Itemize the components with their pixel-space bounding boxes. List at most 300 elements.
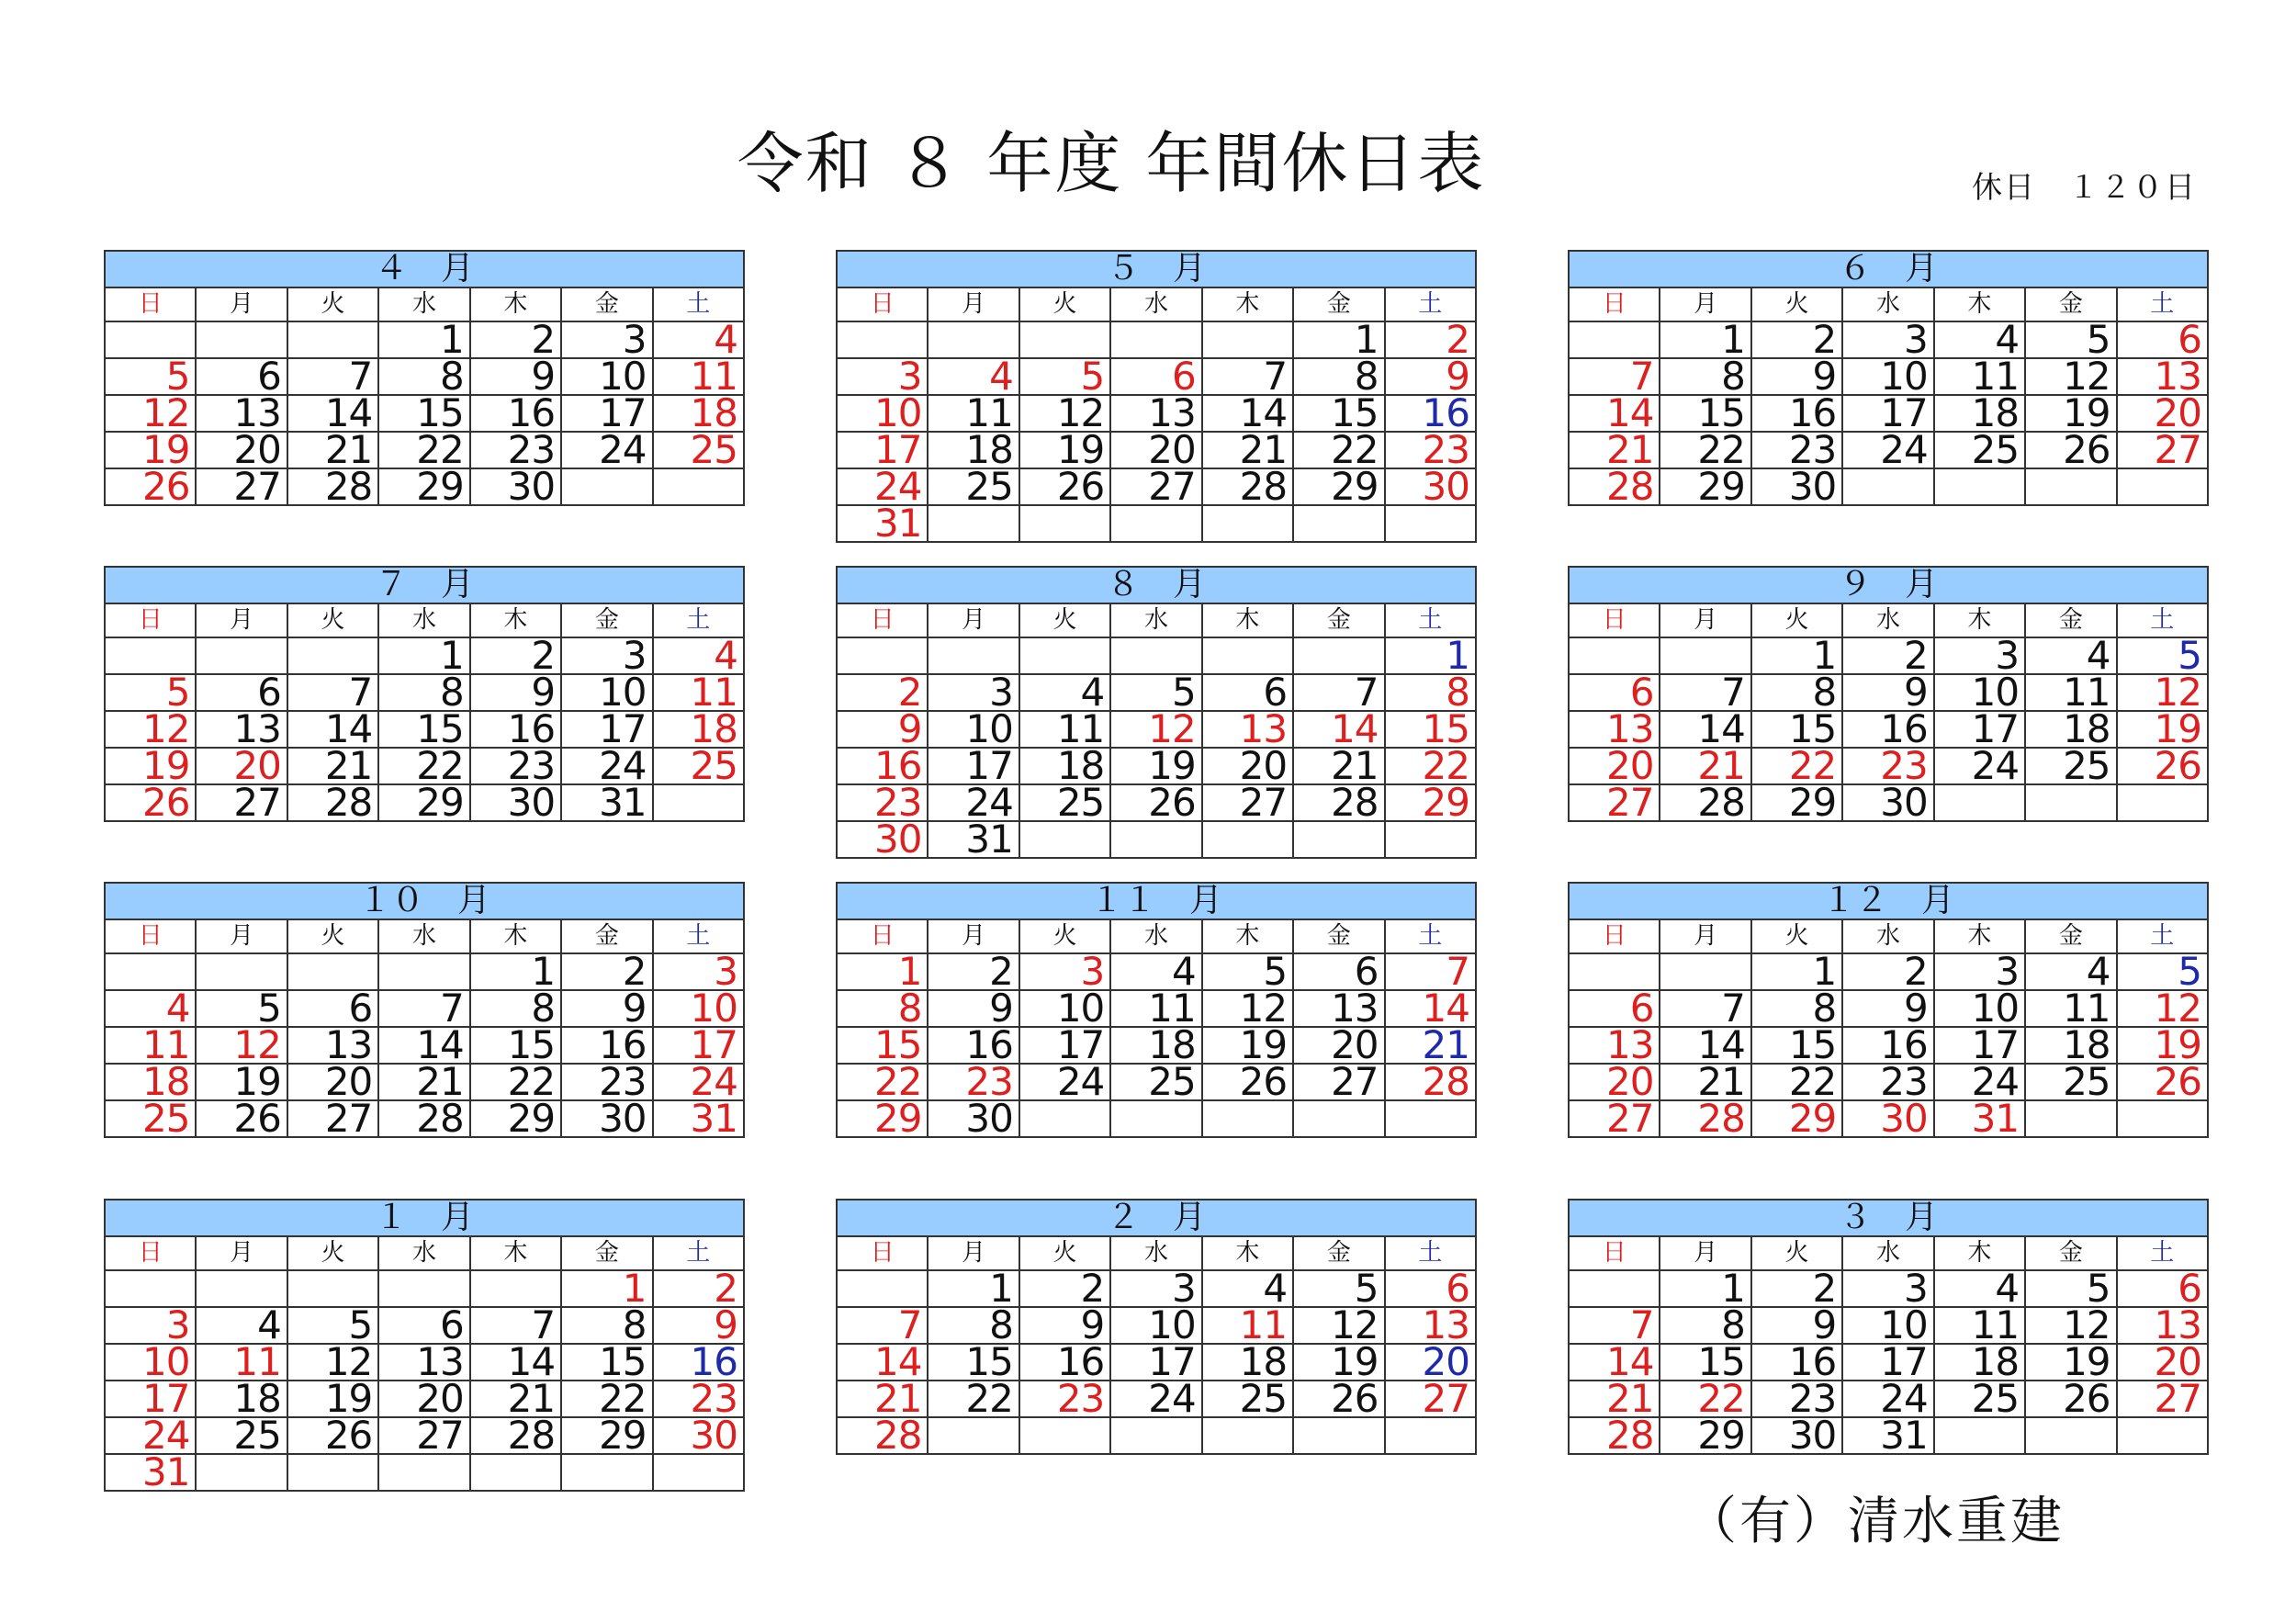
weekday-label: 土 [1385,287,1476,321]
weekday-label: 金 [561,919,652,953]
day-cell: 17 [1110,1344,1201,1381]
day-cell: 27 [1569,1100,1660,1137]
day-cell: 24 [1842,1381,1933,1417]
day-cell: 8 [1751,990,1842,1027]
weekday-label: 日 [837,919,928,953]
day-cell [2117,1417,2208,1454]
day-cell [1385,505,1476,542]
day-cell: 4 [105,990,196,1027]
day-cell: 13 [287,1027,378,1064]
day-cell: 5 [2025,321,2116,358]
day-cell: 14 [837,1344,928,1381]
week-row [837,321,1476,358]
day-cell: 3 [105,1307,196,1344]
day-cell [1660,637,1750,674]
week-row [1569,1027,2208,1064]
weekday-label: 金 [561,603,652,637]
day-cell: 9 [561,990,652,1027]
day-cell: 27 [1293,1064,1384,1100]
day-cell: 14 [378,1027,469,1064]
day-cell: 25 [2025,1064,2116,1100]
day-cell: 3 [1019,953,1110,990]
day-cell: 9 [1842,990,1933,1027]
day-cell [928,637,1019,674]
day-cell [1110,1417,1201,1454]
day-cell [1202,321,1293,358]
weekday-label: 木 [1202,1236,1293,1270]
week-row [105,990,744,1027]
day-cell [470,1454,561,1491]
month-header [105,251,744,287]
day-cell [1293,1100,1384,1137]
day-cell: 2 [470,637,561,674]
day-cell: 7 [1202,358,1293,395]
month-calendar [836,250,1477,546]
day-cell: 25 [2025,748,2116,784]
day-cell: 19 [2117,1027,2208,1064]
day-cell: 4 [1934,321,2025,358]
day-cell: 22 [378,432,469,468]
day-cell: 23 [1842,1064,1933,1100]
day-cell [287,953,378,990]
day-cell: 1 [470,953,561,990]
weekday-header [1569,287,2208,321]
day-cell: 19 [2025,1344,2116,1381]
day-cell: 18 [1110,1027,1201,1064]
week-row [837,990,1476,1027]
day-cell: 13 [1569,1027,1660,1064]
day-cell: 15 [1751,1027,1842,1064]
day-cell: 2 [837,674,928,711]
weekday-label: 日 [1569,603,1660,637]
weekday-label: 土 [1385,603,1476,637]
day-cell: 1 [1660,321,1750,358]
day-cell: 21 [1293,748,1384,784]
day-cell [2025,468,2116,505]
weekday-label: 金 [1293,287,1384,321]
day-cell: 2 [1842,953,1933,990]
week-row [105,1344,744,1381]
week-row [837,1344,1476,1381]
day-cell [1202,1417,1293,1454]
weekday-label: 火 [287,287,378,321]
day-cell: 21 [470,1381,561,1417]
weekday-label: 月 [928,603,1019,637]
day-cell: 22 [928,1381,1019,1417]
day-cell: 31 [837,505,928,542]
month-header [1569,251,2208,287]
day-cell: 31 [1934,1100,2025,1137]
day-cell: 20 [1110,432,1201,468]
day-cell: 7 [287,358,378,395]
day-cell [287,321,378,358]
month-title: １２ 月 [1569,883,2208,919]
weekday-label: 火 [1751,603,1842,637]
day-cell: 1 [1293,321,1384,358]
week-row [837,953,1476,990]
day-cell: 10 [561,674,652,711]
day-cell: 20 [2117,395,2208,432]
day-cell: 12 [1293,1307,1384,1344]
day-cell [1110,321,1201,358]
day-cell: 16 [1019,1344,1110,1381]
week-row [837,821,1476,858]
day-cell: 11 [653,358,744,395]
day-cell: 6 [1293,953,1384,990]
day-cell: 27 [1569,784,1660,821]
day-cell: 14 [1569,1344,1660,1381]
day-cell: 13 [1385,1307,1476,1344]
week-row [837,1307,1476,1344]
day-cell: 1 [1660,1270,1750,1307]
day-cell: 29 [837,1100,928,1137]
day-cell: 17 [1842,1344,1933,1381]
day-cell: 7 [470,1307,561,1344]
week-row [1569,358,2208,395]
day-cell: 15 [1293,395,1384,432]
day-cell: 13 [2117,1307,2208,1344]
day-cell: 28 [1293,784,1384,821]
weekday-label: 水 [1842,919,1933,953]
weekday-label: 木 [470,603,561,637]
day-cell: 5 [1202,953,1293,990]
day-cell: 12 [196,1027,287,1064]
day-cell [105,321,196,358]
day-cell [1110,1100,1201,1137]
month-header [1569,1200,2208,1236]
day-cell: 8 [1660,358,1750,395]
day-cell: 11 [1934,1307,2025,1344]
day-cell [653,784,744,821]
day-cell: 18 [653,395,744,432]
day-cell: 10 [653,990,744,1027]
day-cell: 28 [1569,1417,1660,1454]
week-row [837,711,1476,748]
day-cell: 14 [287,711,378,748]
day-cell: 19 [1202,1027,1293,1064]
day-cell: 6 [2117,1270,2208,1307]
day-cell: 6 [378,1307,469,1344]
day-cell: 17 [837,432,928,468]
week-row [105,395,744,432]
weekday-header [837,603,1476,637]
month-calendar [1568,566,2209,825]
day-cell [470,1270,561,1307]
week-row [1569,990,2208,1027]
weekday-label: 火 [1019,603,1110,637]
week-row [837,637,1476,674]
day-cell [287,637,378,674]
day-cell: 2 [561,953,652,990]
week-row [837,432,1476,468]
day-cell: 9 [653,1307,744,1344]
day-cell: 27 [1202,784,1293,821]
day-cell [1293,1417,1384,1454]
week-row [1569,1417,2208,1454]
day-cell: 1 [1751,637,1842,674]
day-cell: 23 [1842,748,1933,784]
day-cell: 5 [1110,674,1201,711]
day-cell: 16 [1842,1027,1933,1064]
day-cell: 16 [1385,395,1476,432]
day-cell: 16 [470,711,561,748]
day-cell [2025,784,2116,821]
weekday-header [105,287,744,321]
day-cell: 3 [561,637,652,674]
day-cell [837,637,928,674]
weekday-label: 水 [378,919,469,953]
day-cell: 16 [928,1027,1019,1064]
day-cell [105,637,196,674]
day-cell: 10 [561,358,652,395]
day-cell: 29 [1751,1100,1842,1137]
weekday-label: 金 [1293,603,1384,637]
day-cell: 23 [1019,1381,1110,1417]
day-cell: 31 [928,821,1019,858]
day-cell: 26 [2117,1064,2208,1100]
day-cell: 24 [653,1064,744,1100]
weekday-label: 月 [928,287,1019,321]
day-cell: 29 [378,784,469,821]
week-row [1569,432,2208,468]
weekday-label: 日 [1569,287,1660,321]
day-cell [1293,637,1384,674]
day-cell: 30 [561,1100,652,1137]
day-cell: 4 [2025,953,2116,990]
weekday-label: 土 [653,1236,744,1270]
day-cell [1569,953,1660,990]
month-header [105,567,744,603]
day-cell: 15 [1660,395,1750,432]
day-cell: 31 [561,784,652,821]
day-cell: 18 [928,432,1019,468]
day-cell: 13 [196,711,287,748]
day-cell [1385,1417,1476,1454]
weekday-label: 水 [1842,287,1933,321]
day-cell: 13 [1569,711,1660,748]
day-cell: 23 [653,1381,744,1417]
week-row [105,953,744,990]
day-cell: 20 [287,1064,378,1100]
day-cell: 22 [1751,1064,1842,1100]
day-cell: 19 [196,1064,287,1100]
day-cell: 1 [1751,953,1842,990]
day-cell: 21 [1569,432,1660,468]
week-row [837,748,1476,784]
day-cell: 17 [1934,711,2025,748]
day-cell: 5 [2025,1270,2116,1307]
day-cell: 21 [1202,432,1293,468]
weekday-label: 土 [653,919,744,953]
weekday-label: 水 [378,1236,469,1270]
week-row [837,784,1476,821]
day-cell: 6 [196,358,287,395]
day-cell: 17 [1934,1027,2025,1064]
day-cell: 6 [1110,358,1201,395]
day-cell: 8 [1751,674,1842,711]
day-cell: 15 [837,1027,928,1064]
day-cell: 4 [1934,1270,2025,1307]
day-cell [1202,505,1293,542]
day-cell [1019,505,1110,542]
week-row [837,1381,1476,1417]
week-row [837,674,1476,711]
day-cell: 1 [1385,637,1476,674]
day-cell: 30 [1842,1100,1933,1137]
month-title: ６ 月 [1569,251,2208,287]
day-cell: 15 [1385,711,1476,748]
day-cell: 19 [105,432,196,468]
day-cell: 30 [1751,1417,1842,1454]
day-cell: 14 [287,395,378,432]
week-row [1569,1381,2208,1417]
weekday-label: 土 [1385,919,1476,953]
day-cell: 23 [470,748,561,784]
day-cell: 24 [105,1417,196,1454]
weekday-label: 日 [837,603,928,637]
day-cell: 7 [378,990,469,1027]
weekday-label: 金 [2025,603,2116,637]
day-cell: 16 [837,748,928,784]
week-row [105,1417,744,1454]
day-cell: 23 [928,1064,1019,1100]
day-cell: 1 [561,1270,652,1307]
month-calendar [1568,1199,2209,1458]
day-cell: 6 [1385,1270,1476,1307]
day-cell: 6 [1569,674,1660,711]
day-cell: 20 [1569,1064,1660,1100]
day-cell: 1 [378,637,469,674]
weekday-label: 日 [1569,1236,1660,1270]
day-cell: 7 [1385,953,1476,990]
day-cell [1019,1417,1110,1454]
weekday-label: 木 [1934,919,2025,953]
day-cell: 10 [928,711,1019,748]
day-cell: 12 [2117,990,2208,1027]
day-cell [837,321,928,358]
day-cell: 11 [1110,990,1201,1027]
month-header [837,1200,1476,1236]
weekday-label: 金 [2025,1236,2116,1270]
month-calendar [836,882,1477,1141]
day-cell: 21 [287,748,378,784]
weekday-label: 火 [1751,287,1842,321]
day-cell: 14 [1660,711,1750,748]
week-row [1569,468,2208,505]
day-cell: 2 [1385,321,1476,358]
day-cell: 4 [1019,674,1110,711]
week-row [105,1064,744,1100]
day-cell: 10 [1019,990,1110,1027]
day-cell: 9 [928,990,1019,1027]
day-cell [2025,1417,2116,1454]
weekday-label: 金 [2025,919,2116,953]
weekday-label: 水 [1110,603,1201,637]
weekday-label: 火 [1751,919,1842,953]
day-cell: 1 [928,1270,1019,1307]
day-cell: 25 [1110,1064,1201,1100]
day-cell: 1 [378,321,469,358]
week-row [105,321,744,358]
weekday-label: 月 [1660,287,1750,321]
day-cell: 12 [2025,358,2116,395]
day-cell [378,1270,469,1307]
day-cell: 13 [1202,711,1293,748]
day-cell: 20 [2117,1344,2208,1381]
weekday-label: 月 [1660,919,1750,953]
week-row [105,637,744,674]
day-cell: 27 [2117,432,2208,468]
day-cell: 15 [378,711,469,748]
day-cell: 7 [1660,990,1750,1027]
week-row [837,1270,1476,1307]
day-cell: 23 [470,432,561,468]
weekday-label: 土 [653,287,744,321]
day-cell: 16 [1751,1344,1842,1381]
weekday-label: 火 [1019,1236,1110,1270]
day-cell: 22 [378,748,469,784]
weekday-label: 土 [2117,287,2208,321]
day-cell [1934,468,2025,505]
weekday-label: 月 [196,603,287,637]
day-cell: 15 [1751,711,1842,748]
weekday-label: 水 [1110,287,1201,321]
day-cell: 17 [653,1027,744,1064]
day-cell: 15 [470,1027,561,1064]
day-cell: 8 [1293,358,1384,395]
month-title: １１ 月 [837,883,1476,919]
month-header [1569,883,2208,919]
day-cell: 10 [1110,1307,1201,1344]
day-cell [1385,821,1476,858]
weekday-label: 水 [1842,1236,1933,1270]
day-cell [1202,821,1293,858]
day-cell: 5 [287,1307,378,1344]
day-cell: 16 [470,395,561,432]
day-cell: 21 [1660,748,1750,784]
day-cell: 24 [1019,1064,1110,1100]
weekday-label: 日 [837,287,928,321]
week-row [105,432,744,468]
day-cell: 29 [1293,468,1384,505]
month-header [105,1200,744,1236]
day-cell: 9 [1019,1307,1110,1344]
day-cell [105,1270,196,1307]
month-header [837,251,1476,287]
day-cell: 12 [287,1344,378,1381]
weekday-header [837,1236,1476,1270]
day-cell: 7 [1660,674,1750,711]
day-cell: 10 [105,1344,196,1381]
day-cell [1019,1100,1110,1137]
week-row [105,1381,744,1417]
weekday-label: 金 [561,1236,652,1270]
day-cell: 28 [1660,784,1750,821]
day-cell: 24 [1934,1064,2025,1100]
day-cell: 29 [1751,784,1842,821]
day-cell: 23 [561,1064,652,1100]
day-cell: 3 [837,358,928,395]
day-cell [1202,1100,1293,1137]
day-cell: 25 [1202,1381,1293,1417]
day-cell: 2 [470,321,561,358]
day-cell: 20 [196,748,287,784]
day-cell [1569,321,1660,358]
week-row [105,1100,744,1137]
day-cell: 27 [1110,468,1201,505]
day-cell: 8 [1660,1307,1750,1344]
day-cell: 24 [1110,1381,1201,1417]
